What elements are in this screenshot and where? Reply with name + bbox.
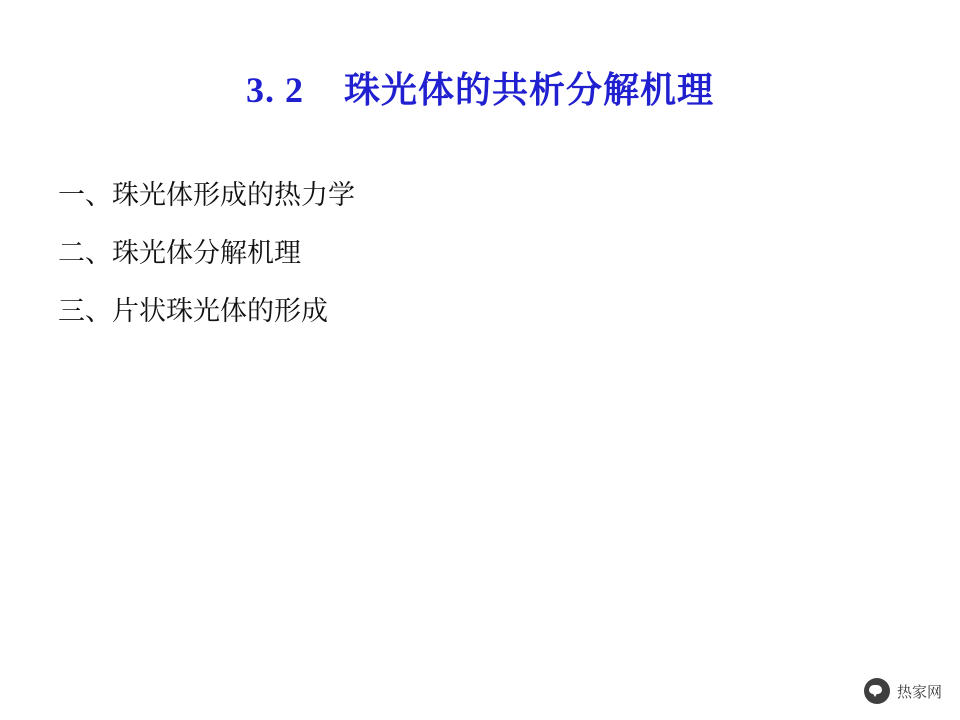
watermark-label: 热家网 <box>896 683 942 701</box>
list-item: 二、珠光体分解机理 <box>58 238 301 268</box>
outline-list <box>58 182 758 356</box>
list-item: 一、珠光体形成的热力学 <box>58 180 355 210</box>
list-item: 三、片状珠光体的形成 <box>58 296 328 326</box>
wechat-logo-icon <box>864 678 890 704</box>
watermark <box>864 678 942 704</box>
page-title: 3. 2 珠光体的共析分解机理 <box>245 70 714 110</box>
